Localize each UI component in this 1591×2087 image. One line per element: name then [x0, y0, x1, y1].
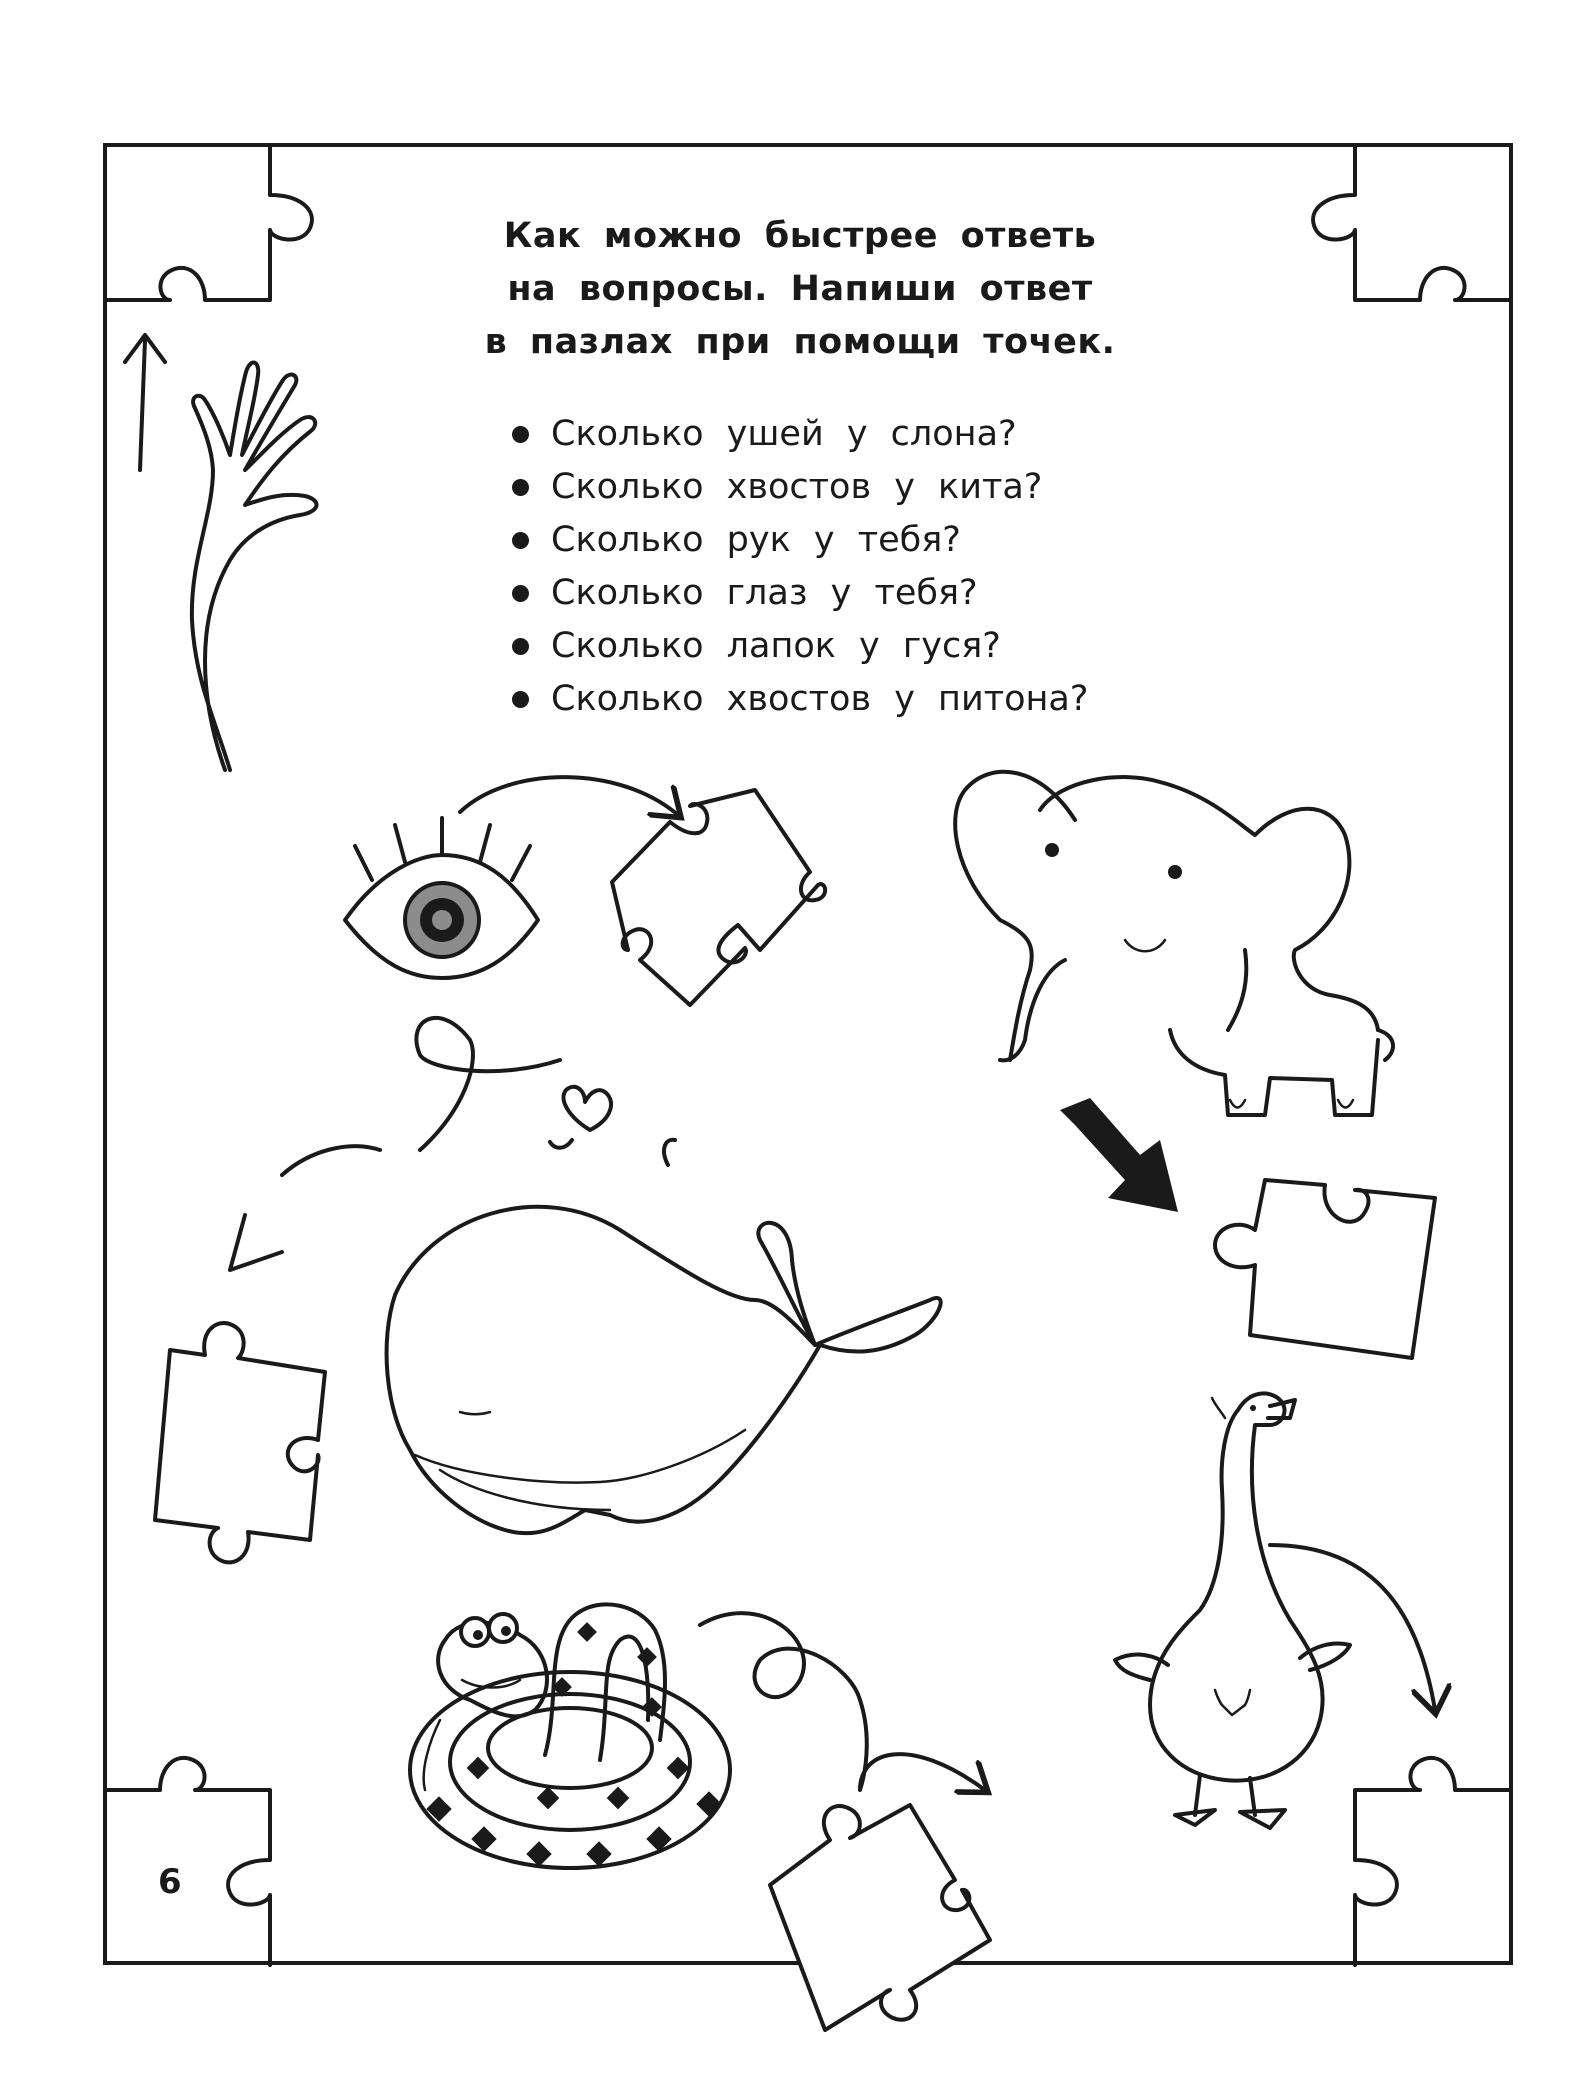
question-ears-elephant: Сколько ушей у слона? [551, 414, 1017, 454]
heading-line-1: Как можно быстрее ответь [503, 216, 1097, 256]
bullet-icon [512, 479, 529, 496]
corner-puzzle-bottom-right [1355, 1758, 1510, 1965]
bullet-icon [512, 426, 529, 443]
arrow-eye-to-puzzle [460, 777, 678, 815]
whale-illustration [230, 1018, 941, 1533]
puzzle-answer-snake [770, 1805, 990, 2030]
hand-illustration [125, 335, 316, 770]
snake-illustration [410, 1604, 730, 1868]
goose-illustration [1115, 1393, 1350, 1828]
bullet-icon [512, 638, 529, 655]
eye-illustration [345, 818, 538, 978]
question-tails-python: Сколько хвостов у питона? [551, 679, 1089, 719]
list-item [512, 567, 1088, 620]
bullet-icon [512, 691, 529, 708]
questions-list [512, 408, 1088, 726]
corner-puzzle-top-right [1313, 145, 1510, 300]
corner-puzzle-bottom-left [105, 1758, 270, 1965]
heading-line-3: в пазлах при помощи точек. [484, 322, 1116, 362]
bullet-icon [512, 532, 529, 549]
question-hands-you: Сколько рук у тебя? [551, 520, 961, 560]
corner-puzzle-top-left [105, 145, 312, 300]
elephant-illustration [955, 772, 1393, 1115]
puzzle-answer-eye [612, 790, 825, 1005]
heading-line-2: на вопросы. Напиши ответ [507, 269, 1093, 309]
question-legs-goose: Сколько лапок у гуся? [551, 626, 1001, 666]
list-item [512, 408, 1088, 461]
question-eyes-you: Сколько глаз у тебя? [551, 573, 978, 613]
puzzle-answer-elephant [1215, 1180, 1435, 1358]
list-item [512, 514, 1088, 567]
list-item [512, 620, 1088, 673]
page-number: 6 [158, 1862, 182, 1902]
bullet-icon [512, 585, 529, 602]
arrow-snake-to-puzzle [700, 1613, 985, 1790]
arrow-bold-elephant [1060, 1098, 1178, 1212]
question-tails-whale: Сколько хвостов у кита? [551, 467, 1043, 507]
list-item [512, 673, 1088, 726]
list-item [512, 461, 1088, 514]
puzzle-answer-whale [155, 1323, 325, 1562]
instructions-heading [440, 210, 1160, 369]
